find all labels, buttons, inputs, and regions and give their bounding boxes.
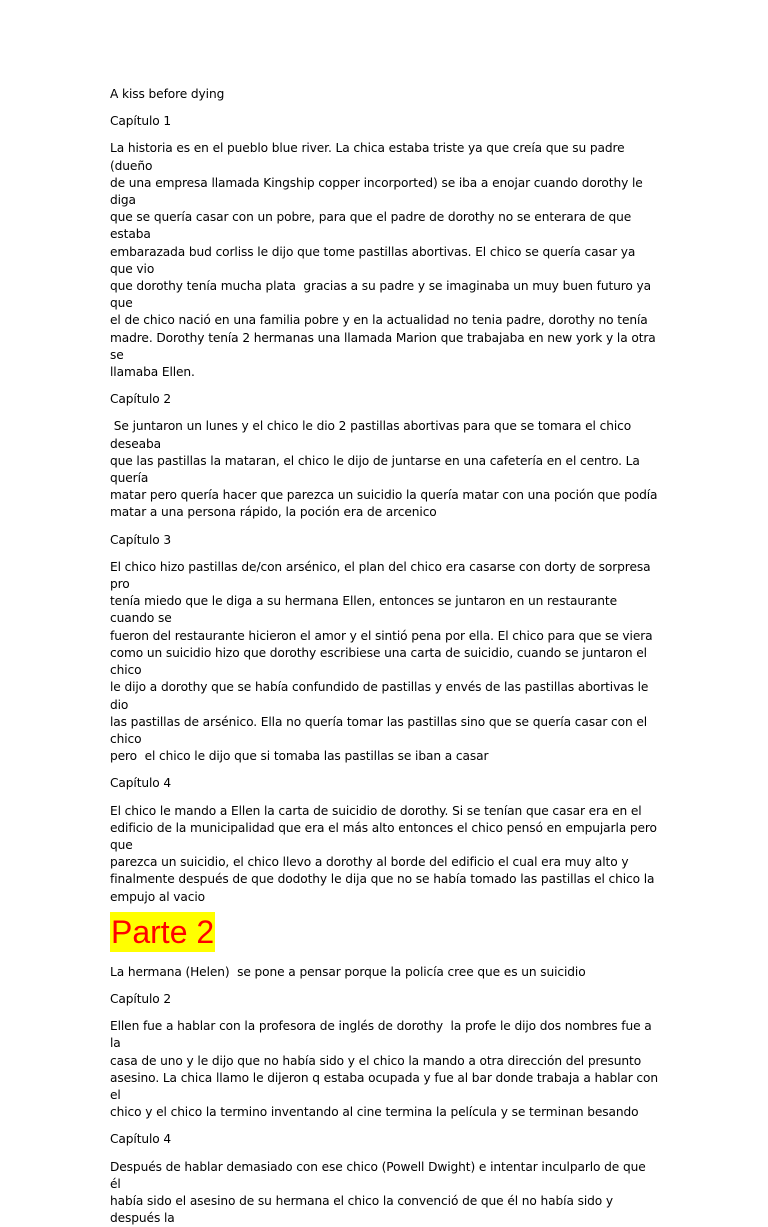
part-2-intro: La hermana (Helen) se pone a pensar porque la policía cree que es un suicidio — [110, 964, 586, 979]
part-2-chapter-4-heading: Capítulo 4 — [110, 1132, 172, 1147]
chapter-2-heading: Capítulo 2 — [110, 392, 172, 407]
text-line: había sido el asesino de su hermana el chico la convenció de que él no había sido y después la — [110, 1193, 617, 1226]
text-line: madre. Dorothy tenía 2 hermanas una llamada Marion que trabajaba en new york y la otra se — [110, 330, 660, 362]
text-line: embarazada bud corliss le dijo que tome pastillas abortivas. El chico se quería casar ya que vio — [110, 244, 640, 276]
text-line: pero el chico le dijo que si tomaba las pastillas se iban a casar — [110, 749, 489, 764]
part-2-chapter-4-paragraph — [110, 1159, 658, 1227]
text-line: como un suicidio hizo que dorothy escribiese una carta de suicidio, cuando se juntaron el chico — [110, 645, 651, 678]
chapter-4-paragraph — [110, 803, 661, 906]
part-2-chapter-2-paragraph — [110, 1018, 662, 1121]
text-line: que se quería casar con un pobre, para que el padre de dorothy no se enterara de que estaba — [110, 210, 635, 242]
text-line: llamaba Ellen. — [110, 365, 195, 380]
text-line: que las pastillas la mataran, el chico le dijo de juntarse en una cafetería en el centro. La quería — [110, 453, 644, 486]
text-line: el de chico nació en una familia pobre y en la actualidad no tenia padre, dorothy no tenía — [110, 313, 648, 328]
text-line: asesino. La chica llamo le dijeron q estaba ocupada y fue al bar donde trabaja a hablar con el — [110, 1070, 662, 1102]
document-title: A kiss before dying — [110, 87, 225, 101]
text-line: El chico le mando a Ellen la carta de suicidio de dorothy. Si se tenían que casar era en el — [110, 803, 642, 818]
text-line: de una empresa llamada Kingship copper incorported) se iba a enojar cuando dorothy le diga — [110, 175, 647, 208]
chapter-1-heading: Capítulo 1 — [110, 114, 172, 129]
text-line: chico y el chico la termino inventando al cine termina la película y se terminan besando — [110, 1105, 639, 1120]
text-line: empujo al vacio — [110, 889, 206, 904]
part-2-chapter-2-heading: Capítulo 2 — [110, 991, 172, 1006]
document-body — [110, 86, 662, 1227]
part-2-heading: Parte 2 — [111, 913, 215, 950]
text-line: fueron del restaurante hicieron el amor y el sintió pena por ella. El chico para que se viera — [110, 628, 653, 643]
text-line: La historia es en el pueblo blue river. La chica estaba triste ya que creía que su padre (dueño — [110, 141, 629, 173]
chapter-2-paragraph — [110, 418, 658, 521]
text-line: tenía miedo que le diga a su hermana Ellen, entonces se juntaron en un restaurante cuando se — [110, 594, 621, 626]
text-line: casa de uno y le dijo que no había sido y el chico la mando a otra dirección del presunto — [110, 1053, 642, 1068]
text-line: finalmente después de que dodothy le dija que no se había tomado las pastillas el chico la — [110, 872, 655, 887]
chapter-4-heading: Capítulo 4 — [110, 776, 172, 791]
text-line: Después de hablar demasiado con ese chico (Powell Dwight) e intentar inculparlo de que él — [110, 1159, 650, 1191]
text-line: edificio de la municipalidad que era el más alto entonces el chico pensó en empujarla pero que — [110, 820, 661, 852]
text-line: matar pero quería hacer que parezca un suicidio la quería matar con una poción que podía — [110, 488, 658, 503]
chapter-3-heading: Capítulo 3 — [110, 532, 172, 547]
text-line: las pastillas de arsénico. Ella no quería tomar las pastillas sino que se quería casar con el chico — [110, 714, 651, 746]
chapter-3-paragraph — [110, 559, 658, 765]
text-line: matar a una persona rápido, la poción era de arcenico — [110, 505, 437, 520]
text-line: Se juntaron un lunes y el chico le dio 2 pastillas abortivas para que se tomara el chico deseaba — [110, 419, 635, 451]
text-line: El chico hizo pastillas de/con arsénico, el plan del chico era casarse con dorty de sorpresa pro — [110, 559, 655, 592]
text-line: que dorothy tenía mucha plata gracias a su padre y se imaginaba un muy buen futuro ya que — [110, 279, 655, 311]
text-line: le dijo a dorothy que se había confundido de pastillas y envés de las pastillas abortivas le dio — [110, 680, 653, 712]
text-line: Ellen fue a hablar con la profesora de inglés de dorothy la profe le dijo dos nombres fue a la — [110, 1019, 656, 1051]
chapter-1-paragraph — [110, 140, 658, 381]
text-line: parezca un suicidio, el chico llevo a dorothy al borde del edificio el cual era muy alto y — [110, 855, 629, 870]
